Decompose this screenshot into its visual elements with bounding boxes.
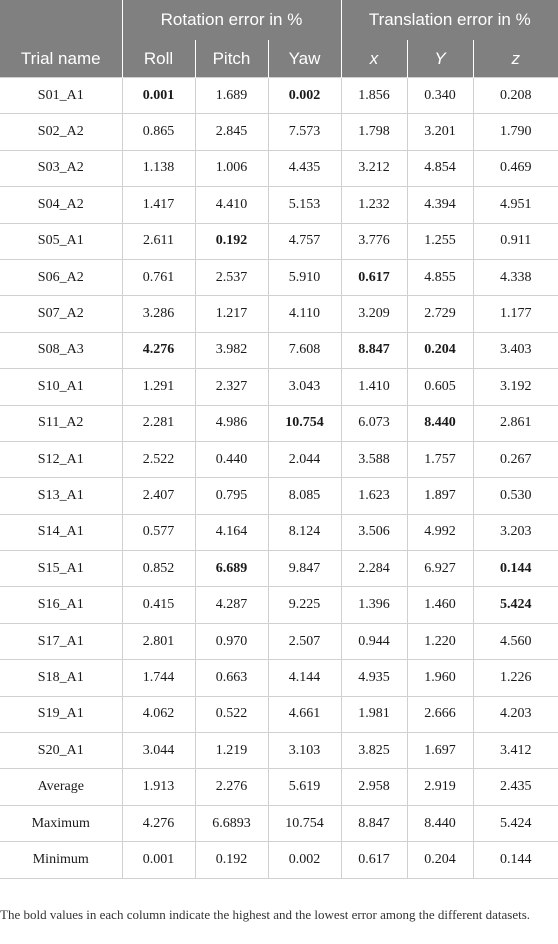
cell-trial-name: S11_A2 [0,405,122,441]
cell-z: 0.911 [473,223,558,259]
table-row [0,332,558,368]
table-row [0,114,558,150]
cell-roll: 1.291 [122,369,195,405]
cell-roll: 1.913 [122,769,195,805]
cell-x: 8.847 [341,805,407,841]
cell-x: 0.944 [341,623,407,659]
cell-y: 1.255 [407,223,473,259]
cell-yaw: 9.225 [268,587,341,623]
cell-y: 4.992 [407,514,473,550]
table-row [0,223,558,259]
header-spacer [0,0,122,40]
cell-y: 8.440 [407,405,473,441]
cell-trial-name: S20_A1 [0,733,122,769]
cell-x: 3.776 [341,223,407,259]
cell-x: 1.232 [341,187,407,223]
col-header-x: x [341,40,407,78]
cell-yaw: 7.608 [268,332,341,368]
cell-trial-name: S14_A1 [0,514,122,550]
cell-pitch: 4.164 [195,514,268,550]
table-row [0,696,558,732]
cell-z: 4.951 [473,187,558,223]
cell-roll: 0.577 [122,514,195,550]
table-row [0,623,558,659]
translation-group-header: Translation error in % [341,0,558,40]
cell-pitch: 2.537 [195,259,268,295]
cell-trial-name: S12_A1 [0,441,122,477]
cell-yaw: 3.043 [268,369,341,405]
cell-roll: 1.744 [122,660,195,696]
cell-z: 3.403 [473,332,558,368]
cell-x: 2.958 [341,769,407,805]
cell-z: 5.424 [473,587,558,623]
table-row [0,78,558,114]
col-header-y: Y [407,40,473,78]
cell-yaw: 5.910 [268,259,341,295]
cell-roll: 1.138 [122,150,195,186]
cell-z: 3.412 [473,733,558,769]
col-header-roll: Roll [122,40,195,78]
cell-trial-name: S16_A1 [0,587,122,623]
cell-roll: 0.865 [122,114,195,150]
cell-pitch: 2.327 [195,369,268,405]
cell-roll: 3.286 [122,296,195,332]
cell-z: 2.435 [473,769,558,805]
cell-trial-name: S08_A3 [0,332,122,368]
cell-y: 0.204 [407,842,473,878]
cell-z: 3.203 [473,514,558,550]
cell-roll: 2.611 [122,223,195,259]
cell-yaw: 2.044 [268,441,341,477]
cell-y: 1.897 [407,478,473,514]
table-row [0,150,558,186]
cell-trial-name: S07_A2 [0,296,122,332]
cell-roll: 4.276 [122,805,195,841]
cell-pitch: 4.287 [195,587,268,623]
cell-roll: 2.281 [122,405,195,441]
cell-pitch: 4.410 [195,187,268,223]
cell-yaw: 8.085 [268,478,341,514]
cell-x: 8.847 [341,332,407,368]
table-header [0,0,558,78]
cell-trial-name: S02_A2 [0,114,122,150]
col-header-z: z [473,40,558,78]
cell-pitch: 1.217 [195,296,268,332]
table-row [0,296,558,332]
cell-trial-name: S15_A1 [0,551,122,587]
table-body [0,78,558,879]
cell-yaw: 3.103 [268,733,341,769]
rotation-group-header: Rotation error in % [122,0,341,40]
cell-z: 0.208 [473,78,558,114]
cell-z: 3.192 [473,369,558,405]
cell-x: 1.856 [341,78,407,114]
cell-roll: 4.276 [122,332,195,368]
cell-yaw: 2.507 [268,623,341,659]
cell-x: 1.396 [341,587,407,623]
table-row [0,805,558,841]
cell-pitch: 0.192 [195,223,268,259]
cell-y: 2.729 [407,296,473,332]
cell-roll: 4.062 [122,696,195,732]
cell-pitch: 1.006 [195,150,268,186]
cell-x: 3.209 [341,296,407,332]
cell-x: 3.212 [341,150,407,186]
cell-trial-name: S13_A1 [0,478,122,514]
table-row [0,441,558,477]
cell-y: 4.855 [407,259,473,295]
cell-roll: 0.001 [122,78,195,114]
cell-trial-name: S17_A1 [0,623,122,659]
cell-z: 0.144 [473,551,558,587]
cell-x: 0.617 [341,259,407,295]
cell-yaw: 0.002 [268,842,341,878]
cell-z: 2.861 [473,405,558,441]
col-header-trial-name: Trial name [0,40,122,78]
cell-pitch: 0.970 [195,623,268,659]
cell-yaw: 9.847 [268,551,341,587]
cell-y: 0.340 [407,78,473,114]
cell-y: 8.440 [407,805,473,841]
cell-trial-name: Average [0,769,122,805]
cell-z: 1.226 [473,660,558,696]
cell-y: 2.666 [407,696,473,732]
cell-y: 2.919 [407,769,473,805]
cell-z: 1.790 [473,114,558,150]
cell-yaw: 10.754 [268,405,341,441]
cell-y: 6.927 [407,551,473,587]
cell-trial-name: S19_A1 [0,696,122,732]
cell-z: 0.267 [473,441,558,477]
cell-trial-name: Minimum [0,842,122,878]
cell-x: 1.623 [341,478,407,514]
cell-pitch: 6.689 [195,551,268,587]
cell-y: 1.757 [407,441,473,477]
cell-trial-name: S06_A2 [0,259,122,295]
cell-yaw: 4.435 [268,150,341,186]
cell-pitch: 0.440 [195,441,268,477]
cell-yaw: 4.661 [268,696,341,732]
cell-pitch: 0.192 [195,842,268,878]
cell-x: 2.284 [341,551,407,587]
cell-y: 3.201 [407,114,473,150]
cell-pitch: 1.689 [195,78,268,114]
cell-x: 3.588 [341,441,407,477]
cell-x: 1.981 [341,696,407,732]
cell-z: 4.560 [473,623,558,659]
table-row [0,369,558,405]
table-row [0,842,558,878]
cell-y: 4.394 [407,187,473,223]
cell-y: 1.460 [407,587,473,623]
cell-x: 1.798 [341,114,407,150]
col-header-pitch: Pitch [195,40,268,78]
cell-x: 1.410 [341,369,407,405]
cell-trial-name: S04_A2 [0,187,122,223]
cell-roll: 3.044 [122,733,195,769]
cell-pitch: 1.219 [195,733,268,769]
cell-yaw: 4.110 [268,296,341,332]
table-row [0,478,558,514]
cell-yaw: 10.754 [268,805,341,841]
cell-pitch: 0.663 [195,660,268,696]
cell-yaw: 8.124 [268,514,341,550]
cell-pitch: 6.6893 [195,805,268,841]
cell-x: 3.825 [341,733,407,769]
table-row [0,733,558,769]
cell-y: 0.605 [407,369,473,405]
cell-pitch: 2.845 [195,114,268,150]
cell-roll: 0.415 [122,587,195,623]
cell-z: 4.338 [473,259,558,295]
cell-x: 4.935 [341,660,407,696]
cell-yaw: 7.573 [268,114,341,150]
cell-y: 4.854 [407,150,473,186]
cell-trial-name: S10_A1 [0,369,122,405]
table-row [0,514,558,550]
cell-z: 4.203 [473,696,558,732]
table-row [0,660,558,696]
cell-pitch: 2.276 [195,769,268,805]
col-header-yaw: Yaw [268,40,341,78]
cell-roll: 0.852 [122,551,195,587]
cell-z: 0.530 [473,478,558,514]
cell-z: 0.144 [473,842,558,878]
cell-yaw: 5.153 [268,187,341,223]
cell-pitch: 4.986 [195,405,268,441]
cell-y: 0.204 [407,332,473,368]
cell-trial-name: S05_A1 [0,223,122,259]
cell-trial-name: S18_A1 [0,660,122,696]
table-row [0,259,558,295]
cell-roll: 2.407 [122,478,195,514]
table-footnote: The bold values in each column indicate the highest and the lowest error among the different datasets. [0,907,531,922]
table-row [0,587,558,623]
cell-yaw: 4.757 [268,223,341,259]
cell-pitch: 0.522 [195,696,268,732]
cell-trial-name: Maximum [0,805,122,841]
cell-z: 1.177 [473,296,558,332]
table-row [0,769,558,805]
cell-pitch: 3.982 [195,332,268,368]
cell-z: 0.469 [473,150,558,186]
cell-roll: 0.001 [122,842,195,878]
cell-z: 5.424 [473,805,558,841]
cell-pitch: 0.795 [195,478,268,514]
table-row [0,405,558,441]
cell-roll: 2.522 [122,441,195,477]
cell-y: 1.220 [407,623,473,659]
cell-yaw: 0.002 [268,78,341,114]
cell-roll: 1.417 [122,187,195,223]
cell-roll: 2.801 [122,623,195,659]
cell-yaw: 4.144 [268,660,341,696]
cell-yaw: 5.619 [268,769,341,805]
cell-y: 1.697 [407,733,473,769]
cell-y: 1.960 [407,660,473,696]
cell-x: 0.617 [341,842,407,878]
table-row [0,551,558,587]
table-row [0,187,558,223]
cell-x: 3.506 [341,514,407,550]
cell-x: 6.073 [341,405,407,441]
cell-trial-name: S03_A2 [0,150,122,186]
cell-roll: 0.761 [122,259,195,295]
cell-trial-name: S01_A1 [0,78,122,114]
